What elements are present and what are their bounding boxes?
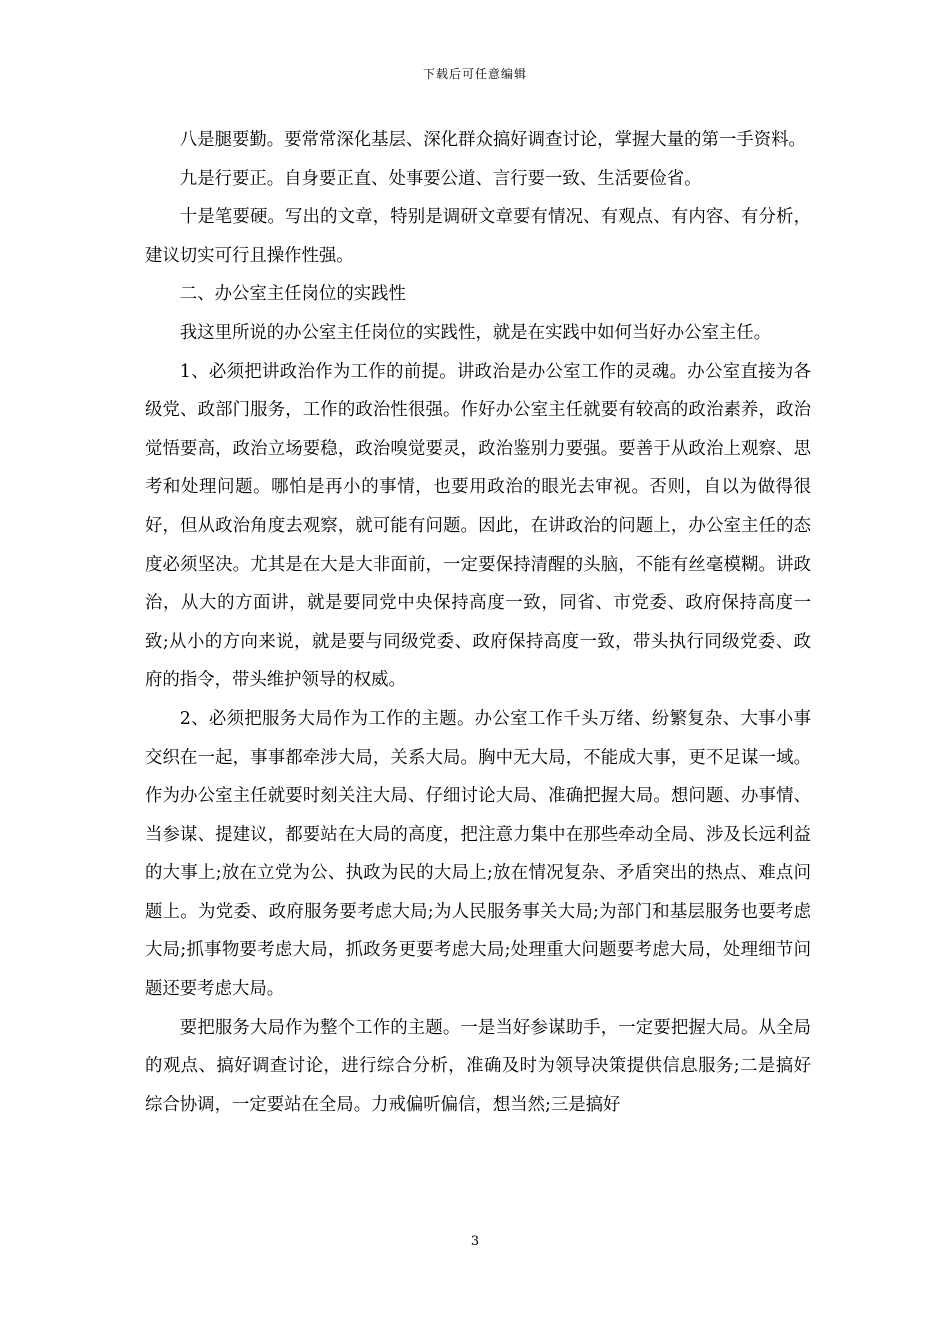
page-number: 3 [470, 1234, 480, 1249]
section-heading: 二、办公室主任岗位的实践性 [179, 284, 406, 305]
paragraph: 八是腿要勤。要常常深化基层、深化群众搞好调查讨论，掌握大量的第一手资料。 [179, 130, 806, 150]
paragraph: 1、必须把讲政治作为工作的前提。讲政治是办公室工作的灵魂。办公室直接为各级党、政部门服务，工作的政治性很强。作好办公室主任就要有较高的政治素养，政治觉悟要高，政治立场要稳，政治嗅觉要灵，政治鉴别力要强。要善于从政治上观察、思考和处理问题。哪怕是再小的事情，也要用政治的眼光去审视。否则，自以为做得很好，但从政治角度去观察，就可能有问题。因此，在讲政治的问题上，办公室主任的态度必须坚决。尤其是在大是大非面前，一定要保持清醒的头脑，不能有丝毫模糊。讲政治，从大的方面讲，就是要同党中央保持高度一致，同省、市党委、政府保持高度一致;从小的方向来说，就是要与同级党委、政府保持高度一致，带头执行同级党委、政府的指令，带头维护领导的权威。 [145, 361, 811, 691]
paragraph: 2、必须把服务大局作为工作的主题。办公室工作千头万绪、纷繁复杂、大事小事交织在一起，事事都牵涉大局，关系大局。胸中无大局，不能成大事，更不足谋一域。作为办公室主任就要时刻关注大局、仔细讨论大局、准确把握大局。想问题、办事情、当参谋、提建议，都要站在大局的高度，把注意力集中在那些牵动全局、涉及长远利益的大事上;放在立党为公、执政为民的大局上;放在情况复杂、矛盾突出的热点、难点问题上。为党委、政府服务要考虑大局;为人民服务事关大局;为部门和基层服务也要考虑大局;抓事物要考虑大局，抓政务更要考虑大局;处理重大问题要考虑大局，处理细节问题还要考虑大局。 [145, 708, 811, 1000]
page-header: 下载后可任意编辑 [422, 67, 527, 81]
paragraph: 我这里所说的办公室主任岗位的实践性，就是在实践中如何当好办公室主任。 [179, 322, 772, 343]
paragraph: 要把服务大局作为整个工作的主题。一是当好参谋助手，一定要把握大局。从全局的观点、搞好调查讨论，进行综合分析，准确及时为领导决策提供信息服务;二是搞好综合协调，一定要站在全局。力戒偏听偏信，想当然;三是搞好 [145, 1017, 811, 1115]
paragraph: 十是笔要硬。写出的文章，特别是调研文章要有情况、有观点、有内容、有分析，建议切实可行且操作性强。 [145, 207, 811, 266]
paragraph: 九是行要正。自身要正直、处事要公道、言行要一致、生活要俭省。 [179, 168, 702, 189]
document-body [145, 121, 811, 1124]
